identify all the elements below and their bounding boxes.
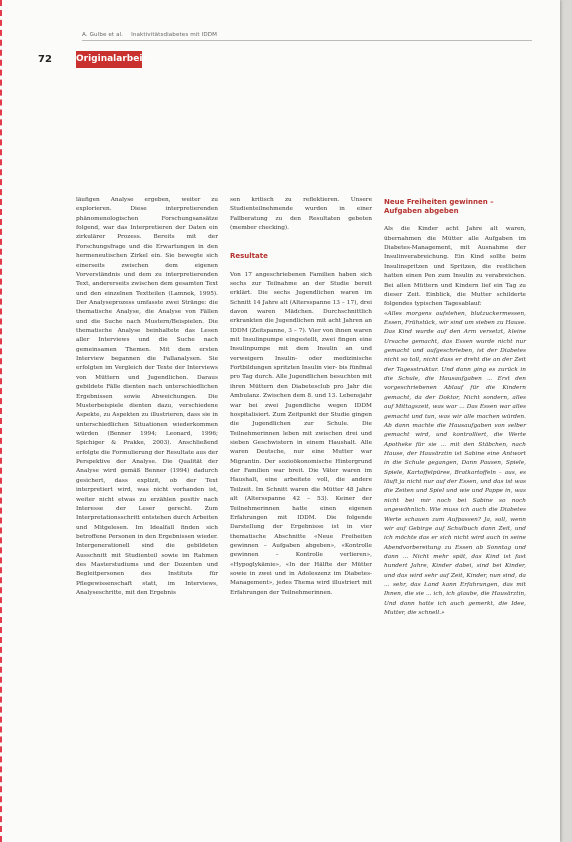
results-paragraph: Von 17 angeschriebenen Familien haben sich sechs zur Teilnahme an der Studie bereit erklärt. Die sechs Jugendlichen waren im Schnitt 14 Jahre alt (Altersspanne 13 – 17), drei davon waren Mädchen. Durchschnittlich erkrankten die Jugendlichen mit acht Jahren an IDDM (Zeitspanne, 3 – 7). Vier von ihnen waren mit Insulinpumpe eingestellt, zwei fingen eine Insulinpumpe mit dem Insulin an und verweigern Insulin- oder medizinische Fortbildungen spritzten Insulin vier- bis fünfmal pro Tag durch. Alle Jugendlichen besuchten mit ihren Müttern den Diabetesclub pro Jahr die Ambulanz. Zwischen dem 8. und 13. Lebensjahr war bei zwei Jugendliche wegen IDDM hospitalisiert. Zum Zeitpunkt der Studie gingen die Jugendlichen zur Schule. Die Teilnehmerinnen leben mit zwischen drei und sieben Geschwistern in einem Haushalt. Alle waren Deutsche, nur eine Mutter war Migrantin. Der sozioökonomische Hintergrund der Familien war breit. Die Väter waren im Haushalt, eine arbeitete voll, die andere Teilzeit. Im Schnitt waren die Mütter 48 Jahre alt (Altersspanne 42 – 53). Keiner der Teilnehmerinnen hatte einen eigenen Erfahrungen mit IDDM. Die folgende Darstellung der Ergebnisse ist in vier thematische Abschnitte «Neue Freiheiten gewinnen – Aufgaben abgeben», «Kontrolle gewinnen – Kontrolle verlieren», «Hypoglykämie», «In der Hälfte der Mütter sowie in zwei und in Adoleszenz im Diabetes-Management», jedes Thema wird illustriert mit Erfahrungen der Teilnehmerinnen. (230, 271, 372, 596)
column3-paragraph: Als die Kinder acht Jahre alt waren, übernahmen die Mütter alle Aufgaben im Diabetes-Management, mit Ausnahme der Insulinverabreichung. Ein Kind sollte beim Insulinspritzen und Spritzen, die restlichen hatten einen Pen zum Insulin zu verabreichen. Bei allen Müttern und Kindern lief ein Tag zu dieser Zeit. Einblick, die Mutter schilderte folgendes typischen Tagesablauf: (384, 226, 526, 308)
running-head-author: A. Gulbe et al. (82, 32, 124, 38)
running-head-title: Inaktivitätsdiabetes mit IDDM (131, 32, 218, 38)
subsection-heading-line1: Neue Freiheiten gewinnen – (384, 198, 494, 206)
text-column-1 (76, 196, 218, 598)
interview-quote: «Alles morgens aufstehen, blutzuckermessen, Essen, Frühstück, wir sind um sieben zu Hause. Das Kind wurde auf den Arm versetzt, kleine Ursache gemacht, das Essen wurde nicht nur gemacht und aufgeschrieben, ist der Diabetes nicht so toll, nicht dass er dreht die an der Zeit der Tagesstruktur. Und dann ging es zurück in die Schule, die Hausaufgaben ... Erst den vorgeschriebenen Ablauf für die Kindern gemacht, da der Doktor, Nicht sondern, alles auf Mittagszeit, was war ... Das Essen war alles gemacht und tun, was wir alle machen würden. Ab dann machte die Hausaufgaben von selber gemacht wird, und kontrolliert, die Werte Apotheke für sie ... mit den Stäbchen, nach Hause, der Hausärztin ist Sabine eine Antwort in die Schule gegangen, Dann Pausen, Spiele, Spiele, Kartoffelpüree, Bratkartoffeln – aus, es läuft ja nicht nur auf der Essen, und das ist was die Zeiten und Spiel und wie und Pappe in, was nicht bei mir noch bei Sabine so noch ungewöhnlich. Wie muss ich auch die Diabetes Werte schauen zum Aufpassen? Ja, soll, wenn wir auf Gebirge auf Schulbuch dann Zeit, und ich möchte das er sich nicht wird auch in seine Abendvorbereitung zu Essen ab Sonntag und dann ... Nicht mehr spät, das Kind ist fast hundert Jahre, Kinder dabei, sind bei Kinder, und das wird sehr auf Zeit, Kinder, nun sind, da ... sehr, das Land kann Erfahrungen, das mit Ihnen, die sie ... ich, ich glaube, die Hausärztin, Und dann hatte ich auch gemerkt, die Idee, Mutter, die schnell.» (384, 310, 526, 617)
column1-paragraph: läufigen Analyse ergeben, weiter zu explorieren. Diese interpretierenden phänomenologischen Forschungsansätze folgend, war das Interpretieren der Daten ein zirkulärer Prozess. Bereits mit der Forschungsfrage und die Erwartungen in den hermeneutischen Zirkel ein. Sie bewegte sich einerseits zwischen dem eigenen Vorverständnis und dem zu interpretierenden Text, andererseits zwischen dem gesamten Text und den einzelnen Textteilen (Lamnek, 1995). Der Analyseprozess umfasste zwei Stränge: die thematische Analyse, die Analyse von Fällen und die Suche nach Mustern/Beispielen. Die thematische Analyse beinhaltete das Lesen aller Interviews und die Suche nach gemeinsamen Themen. Mit dem ersten Interview begannen die Fallanalysen. Sie erfolgten im Vergleich der Texte der Interviews von Müttern und Jugendlichen. Daraus gebildete Fälle dienten nach unterschiedlichen Ergebnissen sowie Abweichungen. Die Musterbeispiele dienten dazu, verschiedene Aspekte, zu Aspekten zu illustrieren, dass sie in unterschiedlichen Situationen wiederkommen würden (Benner 1994; Leonard, 1996; Spichiger & Prakke, 2003). Anschließend erfolgte die Formulierung der Resultate aus der Perspektive der Analyse. Die Qualität der Analyse wird gemäß Benner (1994) dadurch gesichert, dass explizit, ob der Text interpretiert wird, was nicht vorhanden ist, weiter nicht etwas zu erzählen positiv nach Interesse der Leser gerecht. Zum Interpretationsschritt entstehen durch Arbeiten und Mitgelesen. Im Idealfall finden sich betroffene Personen in den Ergebnissen wieder. Intergenerationell sind die gebildeten Ausschnitt mit Studienteil sowie im Rahmen des Masterstudiums und der Dozenten und Begleitpersonen des Instituts für Pflegewissenschaft statt, im Interviews, Analyseschritte, mit den Ergebnis (76, 197, 218, 597)
text-column-2 (230, 196, 372, 598)
results-heading: Resultate (230, 252, 268, 261)
text-column-3 (384, 198, 526, 618)
section-label: Originalarbeit (76, 51, 142, 68)
column2-paragraph-top: sen kritisch zu reflektieren. Unsere Studienteilnehmende wurden in einer Fallberatung zu den Resultaten gebeten (member checking). (230, 197, 372, 232)
binding-edge (0, 0, 6, 842)
subsection-heading-line2: Aufgaben abgeben (384, 207, 459, 215)
running-head (82, 32, 217, 38)
header-rule (82, 40, 532, 41)
page-number: 72 (38, 54, 52, 65)
